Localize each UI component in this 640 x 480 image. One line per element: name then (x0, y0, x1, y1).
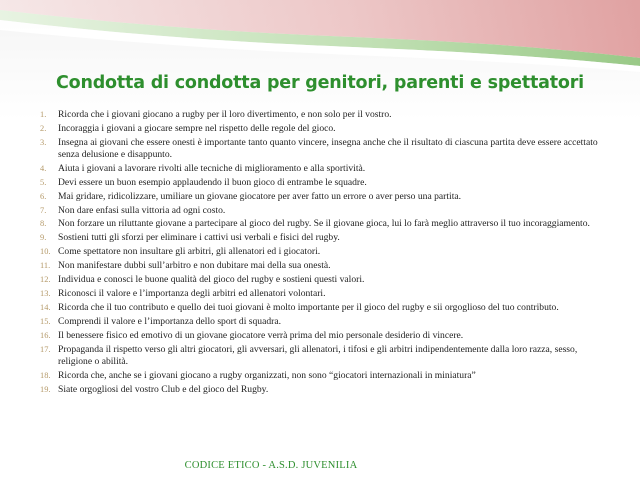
rule-number: 13. (40, 289, 51, 299)
rule-text: Individua e conosci le buone qualità del gioco del rugby e sostieni questi valori. (58, 274, 365, 286)
rule-item (38, 232, 598, 244)
rule-item (38, 191, 598, 203)
rule-text: Non dare enfasi sulla vittoria ad ogni costo. (58, 204, 226, 216)
rule-text: Sostieni tutti gli sforzi per eliminare i cattivi usi verbali e fisici del rugby. (58, 232, 340, 244)
rule-text: Non forzare un riluttante giovane a partecipare al gioco del rugby. Se il giovane gioca, lui lo farà meglio attraverso il tuo incoraggiamento. (58, 218, 590, 230)
rule-text: Incoraggia i giovani a giocare sempre nel rispetto delle regole del gioco. (58, 122, 336, 134)
rule-number: 19. (40, 384, 51, 394)
rule-item (38, 344, 598, 367)
rule-number: 5. (40, 177, 47, 187)
rule-item (38, 177, 598, 189)
rule-number: 10. (40, 247, 51, 257)
rule-text: Ricorda che i giovani giocano a rugby per il loro divertimento, e non solo per il vostro. (58, 109, 392, 120)
rule-number: 14. (40, 303, 51, 313)
rule-item (38, 274, 598, 286)
rule-text: Come spettatore non insultare gli arbitri, gli allenatori ed i giocatori. (58, 246, 321, 258)
rules-list (38, 109, 598, 398)
rule-number: 7. (40, 205, 47, 215)
rule-number: 11. (40, 261, 51, 271)
rule-text: Riconosci il valore e l’importanza degli arbitri ed allenatori volontari. (58, 288, 326, 300)
rule-number: 8. (40, 219, 47, 229)
slide-footer: CODICE ETICO - A.S.D. JUVENILIA (184, 460, 358, 471)
rule-number: 12. (40, 275, 51, 285)
rule-text: Mai gridare, ridicolizzare, umiliare un giovane giocatore per aver fatto un errore o aver perso una partita. (58, 190, 462, 202)
rule-item (38, 288, 598, 300)
rule-item (38, 370, 598, 382)
rule-item (38, 260, 598, 272)
rule-text: Il benessere fisico ed emotivo di un giovane giocatore verrà prima del mio personale desiderio di vincere. (58, 330, 464, 342)
rule-text: Devi essere un buon esempio applaudendo il buon gioco di entrambe le squadre. (58, 176, 367, 188)
rule-item (38, 137, 598, 160)
rule-text: Siate orgogliosi del vostro Club e del gioco del Rugby. (58, 383, 269, 395)
rule-item (38, 218, 598, 230)
rule-item (38, 123, 598, 135)
rule-number: 9. (40, 233, 47, 243)
rule-item (38, 316, 598, 328)
rule-text: Insegna ai giovani che essere onesti è importante tanto quanto vincere, insegna anche che il risultato di ciascuna partita deve essere accettato senza delusione e disappunto. (58, 136, 598, 160)
rule-number: 3. (40, 137, 47, 147)
rule-number: 1. (40, 110, 47, 119)
rule-text: Non manifestare dubbi sull’arbitro e non dubitare mai della sua onestà. (58, 260, 331, 272)
rule-item (38, 302, 598, 314)
rule-item (38, 163, 598, 175)
rule-number: 16. (40, 331, 51, 341)
rule-number: 17. (40, 345, 51, 355)
rule-number: 18. (40, 370, 51, 380)
rule-number: 15. (40, 317, 51, 327)
rule-item (38, 384, 598, 396)
rule-number: 2. (40, 123, 47, 133)
rule-text: Comprendi il valore e l’importanza dello sport di squadra. (58, 316, 281, 328)
rule-item (38, 330, 598, 342)
rule-item (38, 205, 598, 217)
rule-number: 6. (40, 191, 47, 201)
rule-text: Ricorda che, anche se i giovani giocano a rugby organizzati, non sono “giocatori internazionali in miniatura” (58, 369, 476, 381)
rule-text: Aiuta i giovani a lavorare rivolti alle tecniche di miglioramento e alla sportività. (58, 162, 366, 174)
rule-item (38, 109, 598, 121)
rule-number: 4. (40, 163, 47, 173)
slide-title: Condotta di condotta per genitori, parenti e spettatori (56, 73, 584, 93)
rule-text: Propaganda il rispetto verso gli altri giocatori, gli avversari, gli allenatori, i tifosi e gli arbitri indipendentemente dalla loro razza, sesso, religione o abilità. (58, 344, 578, 367)
rule-text: Ricorda che il tuo contributo e quello dei tuoi giovani è molto importante per il gioco del rugby e sii orgoglioso del tuo contributo. (58, 302, 559, 314)
rule-item (38, 246, 598, 258)
